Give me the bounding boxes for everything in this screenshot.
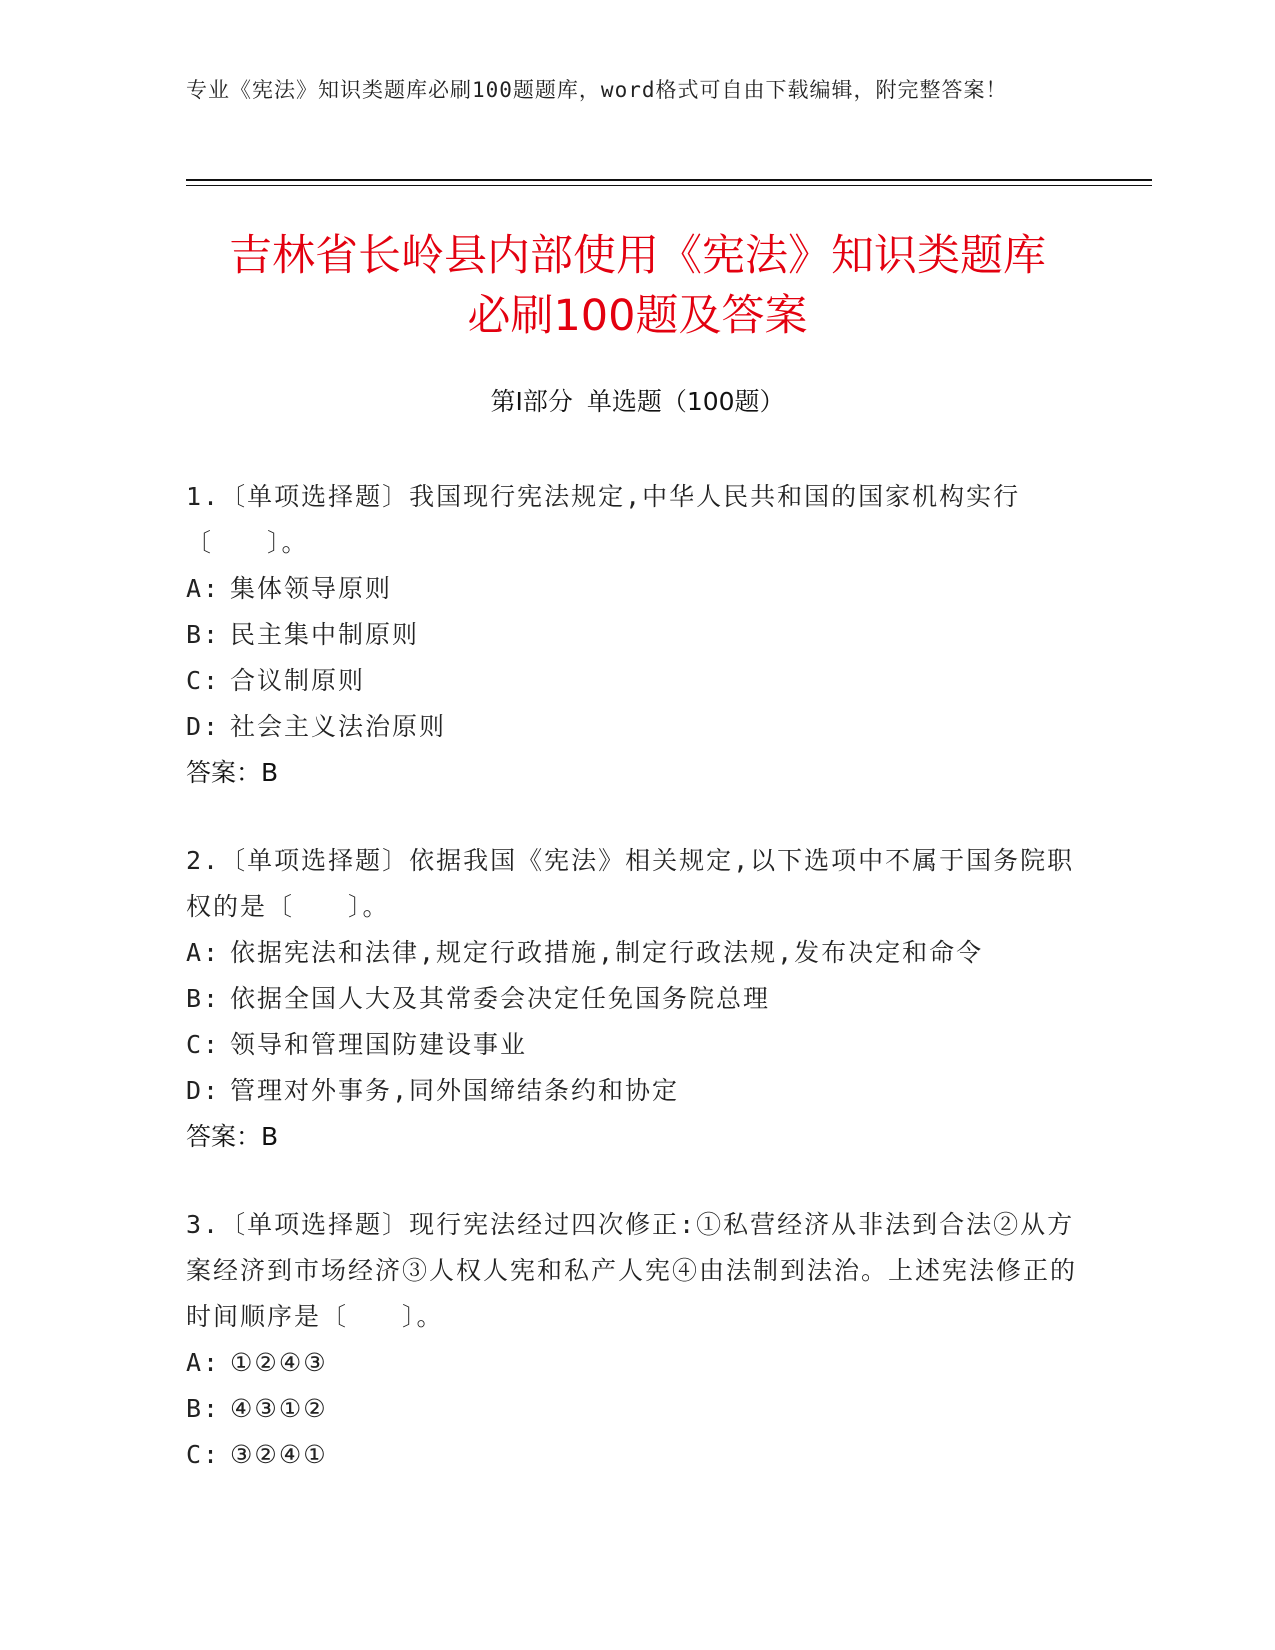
option-key: B:: [186, 1394, 221, 1423]
option-text: 领导和管理国防建设事业: [230, 1030, 528, 1059]
question-stem: 2.〔单项选择题〕依据我国《宪法》相关规定,以下选项中不属于国务院职权的是〔 〕。: [186, 846, 1075, 921]
option-text: ①②④③: [230, 1348, 328, 1377]
option-text: 集体领导原则: [230, 574, 393, 603]
header-divider-thick: [186, 179, 1152, 181]
option-text: 管理对外事务,同外国缔结条约和协定: [230, 1076, 680, 1105]
section-part: 第Ⅰ部分: [490, 387, 573, 416]
document-title-line-2: 必刷100题及答案: [467, 291, 808, 341]
option-text: ④③①②: [230, 1394, 328, 1423]
option-key: A:: [186, 1348, 221, 1377]
section-heading: [0, 384, 1275, 420]
option-key: C:: [186, 1440, 221, 1469]
option-key: A:: [186, 938, 221, 967]
option-c: [186, 1432, 1086, 1478]
option-b: [186, 612, 1086, 658]
option-d: [186, 1068, 1086, 1114]
option-key: D:: [186, 712, 221, 741]
question-list: [186, 474, 1086, 1520]
option-a: [186, 1340, 1086, 1386]
option-key: C:: [186, 1030, 221, 1059]
option-key: D:: [186, 1076, 221, 1105]
question-3: [186, 1202, 1086, 1478]
question-stem: 1.〔单项选择题〕我国现行宪法规定,中华人民共和国的国家机构实行〔 〕。: [186, 482, 1021, 557]
question-2: [186, 838, 1086, 1160]
option-key: A:: [186, 574, 221, 603]
option-text: 依据全国人大及其常委会决定任免国务院总理: [230, 984, 771, 1013]
header-note: 专业《宪法》知识类题库必刷100题题库，word格式可自由下载编辑，附完整答案！: [186, 78, 1008, 102]
option-text: 依据宪法和法律,规定行政措施,制定行政法规,发布决定和命令: [230, 938, 984, 967]
header-divider-thin: [186, 185, 1152, 186]
option-key: B:: [186, 984, 221, 1013]
option-text: 合议制原则: [230, 666, 366, 695]
option-text: 社会主义法治原则: [230, 712, 447, 741]
option-key: B:: [186, 620, 221, 649]
document-title-line-1: 吉林省长岭县内部使用《宪法》知识类题库: [229, 231, 1046, 281]
question-1: [186, 474, 1086, 796]
option-a: [186, 566, 1086, 612]
option-b: [186, 976, 1086, 1022]
option-a: [186, 930, 1086, 976]
option-text: ③②④①: [230, 1440, 328, 1469]
section-name: 单选题（100题）: [586, 387, 785, 416]
document-title: [150, 226, 1125, 346]
question-stem: 3.〔单项选择题〕现行宪法经过四次修正:①私营经济从非法到合法②从方案经济到市场经济③人权人宪和私产人宪④由法制到法治。上述宪法修正的时间顺序是〔 〕。: [186, 1210, 1078, 1331]
answer-line: 答案：B: [186, 758, 279, 787]
option-key: C:: [186, 666, 221, 695]
option-b: [186, 1386, 1086, 1432]
option-text: 民主集中制原则: [230, 620, 420, 649]
option-c: [186, 658, 1086, 704]
option-c: [186, 1022, 1086, 1068]
answer-line: 答案：B: [186, 1122, 279, 1151]
option-d: [186, 704, 1086, 750]
